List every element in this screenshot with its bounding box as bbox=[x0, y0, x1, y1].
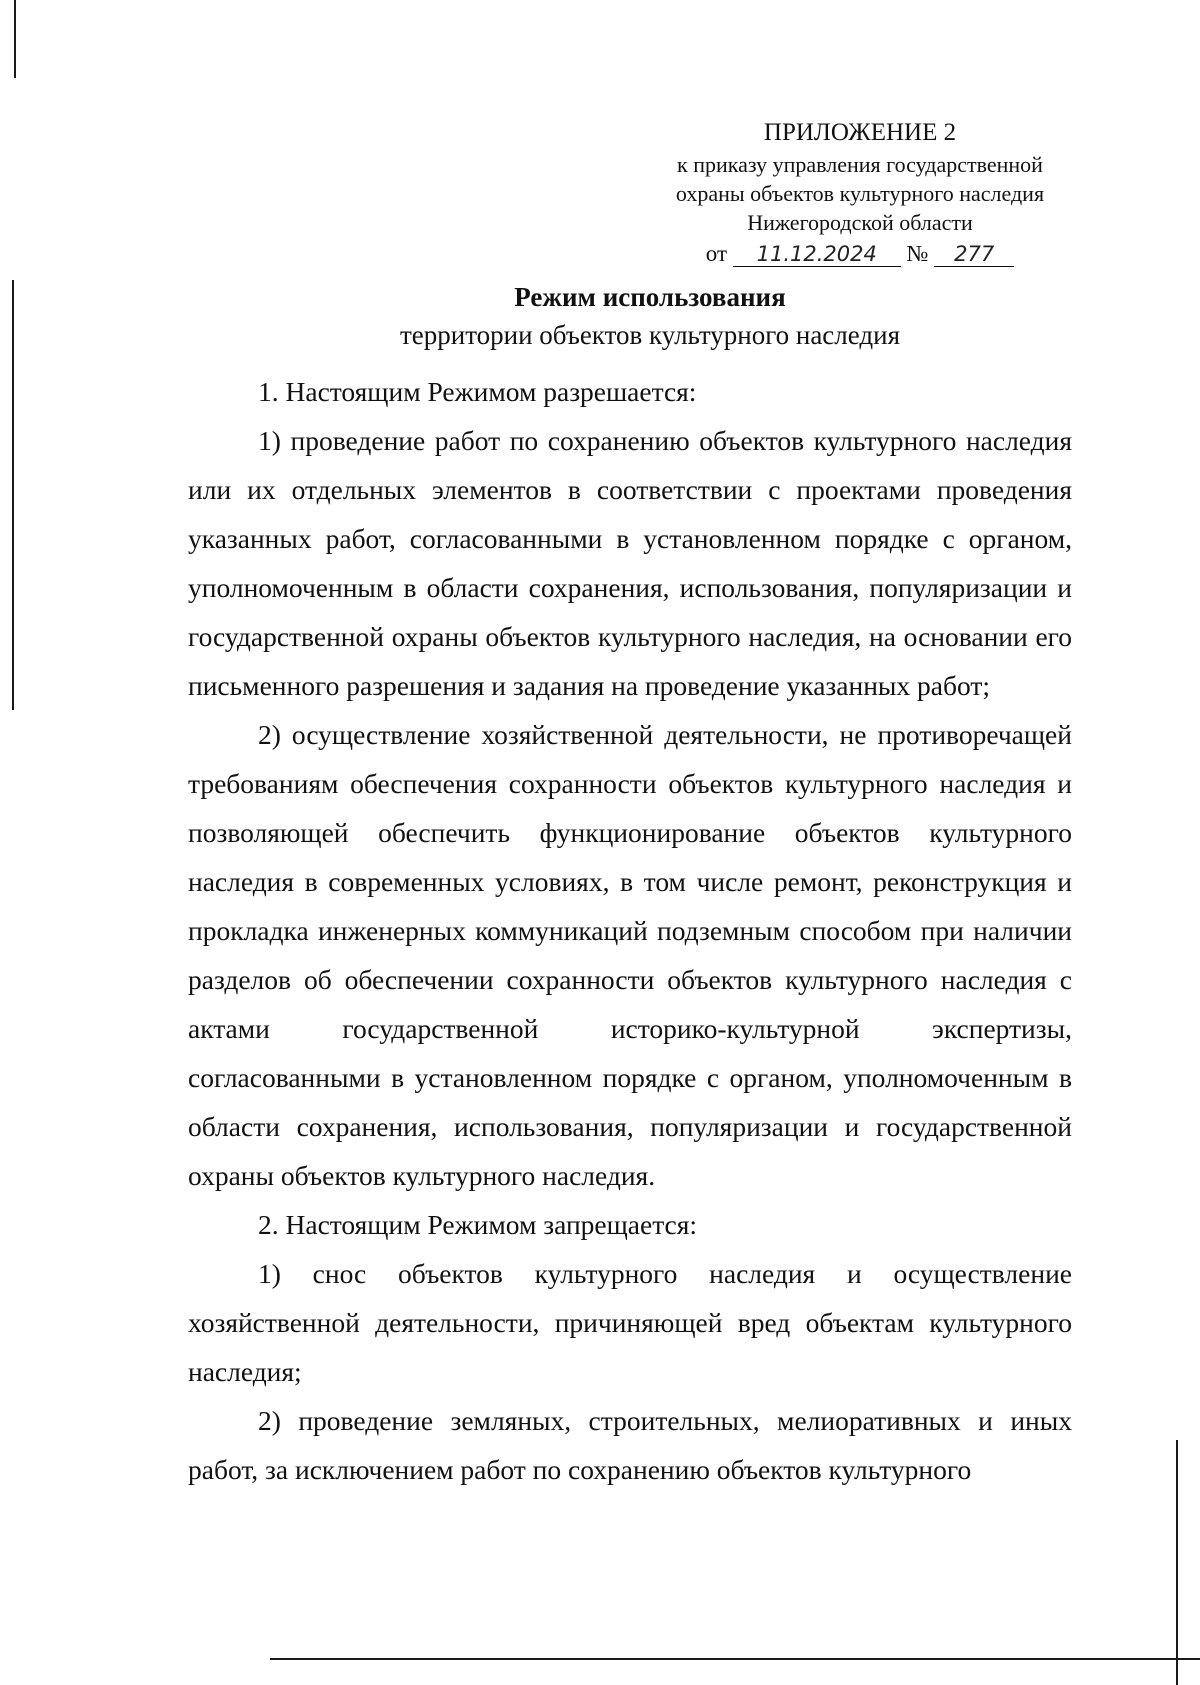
document-heading bbox=[180, 278, 1120, 354]
paragraph: 2) осуществление хозяйственной деятельности, не противоречащей требованиям обеспечения сохранности объектов культурного наследия и позволяющей обеспечить функционирование объектов культурного наследия в современных условиях, в том числе ремонт, реконструкция и прокладка инженерных коммуникаций подземным способом при наличии разделов об обеспечении сохранности объектов культурного наследия с актами государственной историко-культурной экспертизы, согласованными в установленном порядке с органом, уполномоченным в области сохранения, использования, популяризации и государственной охраны объектов культурного наследия. bbox=[188, 719, 1072, 1191]
date-prefix: от bbox=[705, 241, 728, 266]
order-date-line bbox=[640, 239, 1080, 268]
appendix-line: к приказу управления государственной bbox=[677, 152, 1043, 177]
appendix-line: охраны объектов культурного наследия bbox=[675, 181, 1045, 206]
appendix-title: ПРИЛОЖЕНИЕ 2 bbox=[763, 119, 957, 146]
handwritten-date: 11.12.2024 bbox=[733, 242, 901, 267]
scan-edge-line bbox=[12, 280, 14, 710]
handwritten-number: 277 bbox=[934, 242, 1014, 267]
scan-edge-line bbox=[14, 0, 16, 78]
heading-main: Режим использования bbox=[514, 282, 786, 312]
scan-edge-line bbox=[1176, 1440, 1178, 1685]
section-heading: 1. Настоящим Режимом разрешается: bbox=[258, 376, 697, 407]
paragraph: 1) снос объектов культурного наследия и осуществление хозяйственной деятельности, причиняющей вред объектам культурного наследия; bbox=[188, 1258, 1072, 1387]
paragraph: 2) проведение земляных, строительных, мелиоративных и иных работ, за исключением работ по сохранению объектов культурного bbox=[188, 1405, 1072, 1485]
paragraph: 1) проведение работ по сохранению объектов культурного наследия или их отдельных элементов в соответствии с проектами проведения указанных работ, согласованными в установленном порядке с органом, уполномоченным в области сохранения, использования, популяризации и государственной охраны объектов культурного наследия, на основании его письменного разрешения и задания на проведение указанных работ; bbox=[188, 425, 1072, 701]
number-prefix: № bbox=[906, 241, 929, 266]
section-heading: 2. Настоящим Режимом запрещается: bbox=[258, 1209, 698, 1240]
body-text bbox=[188, 367, 1072, 1494]
heading-subtitle: территории объектов культурного наследия bbox=[399, 320, 900, 350]
appendix-block bbox=[640, 116, 1080, 268]
scan-edge-line bbox=[270, 1658, 1200, 1660]
appendix-line: Нижегородской области bbox=[747, 210, 973, 235]
